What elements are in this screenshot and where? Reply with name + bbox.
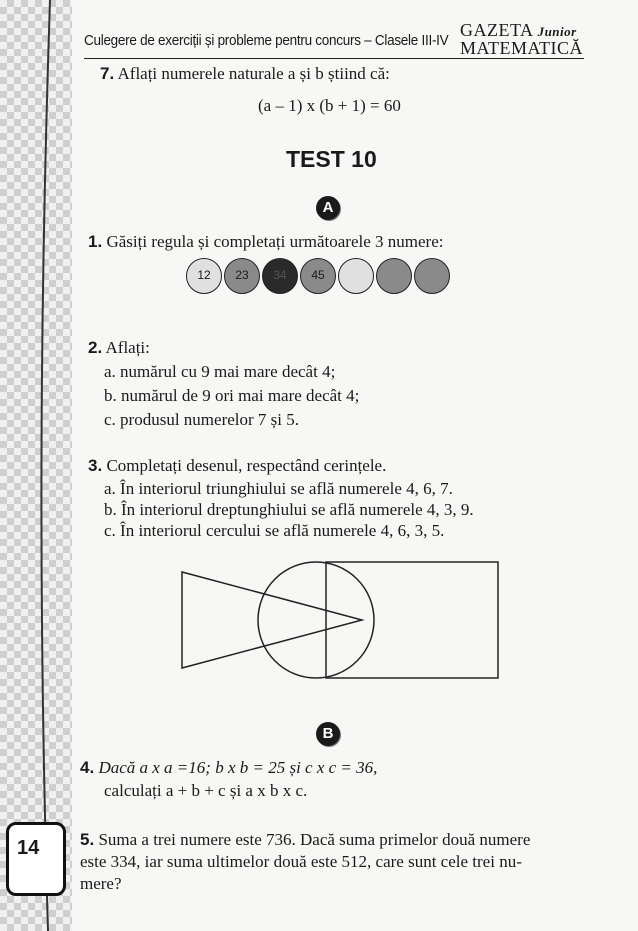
page-header [84,12,584,59]
brand-logo: GAZETA Junior [460,20,577,40]
problem-5-line2: este 334, iar suma ultimelor două este 512, care sunt cele trei nu- [80,852,522,871]
problem-2-item-c: c. produsul numerelor 7 și 5. [104,410,299,429]
problem-3-item-b: b. În interiorul dreptunghiului se află numerele 4, 3, 9. [104,500,474,519]
circle-1: 12 [186,258,222,294]
page-number-badge: 14 [6,822,66,896]
problem-1: 1. Găsiți regula și completați următoarele 3 numere: [88,232,444,251]
problem-3-item-a: a. În interiorul triunghiului se află numerele 4, 6, 7. [104,479,453,498]
circle-4: 45 [300,258,336,294]
book-title: Culegere de exerciții și probleme pentru concurs – Clasele III-IV [84,32,449,49]
circle-3: 34 [262,258,298,294]
circle-2: 23 [224,258,260,294]
circle-shape [258,562,374,678]
margin-curve [0,0,80,931]
section-b-badge: B [316,722,340,746]
brand-logo-line2: MATEMATICĂ [460,38,584,58]
problem-2-item-a: a. numărul cu 9 mai mare decât 4; [104,362,336,381]
problem-5: 5. Suma a trei numere este 736. Dacă suma primelor două numere [80,830,531,849]
problem-7-equation: (a – 1) x (b + 1) = 60 [258,96,401,115]
circle-5 [338,258,374,294]
problem-2: 2. Aflați: [88,338,150,357]
problem-2-item-b: b. numărul de 9 ori mai mare decât 4; [104,386,360,405]
problem-4-line2: calculați a + b + c și a x b x c. [104,781,308,800]
problem-3: 3. Completați desenul, respectând cerințele. [88,456,387,475]
problem-5-line3: mere? [80,874,122,893]
section-a-badge: A [316,196,340,220]
problem-7: 7. Aflați numerele naturale a și b știind că: [100,64,390,83]
test-title: TEST 10 [286,146,377,172]
problem-4: 4. Dacă a x a =16; b x b = 25 și c x c = 36, [80,758,378,777]
triangle-shape [182,572,362,668]
rectangle-shape [326,562,498,678]
circle-7 [414,258,450,294]
circle-6 [376,258,412,294]
shapes-figure [178,556,504,680]
problem-3-item-c: c. În interiorul cercului se află numerele 4, 6, 3, 5. [104,521,445,540]
